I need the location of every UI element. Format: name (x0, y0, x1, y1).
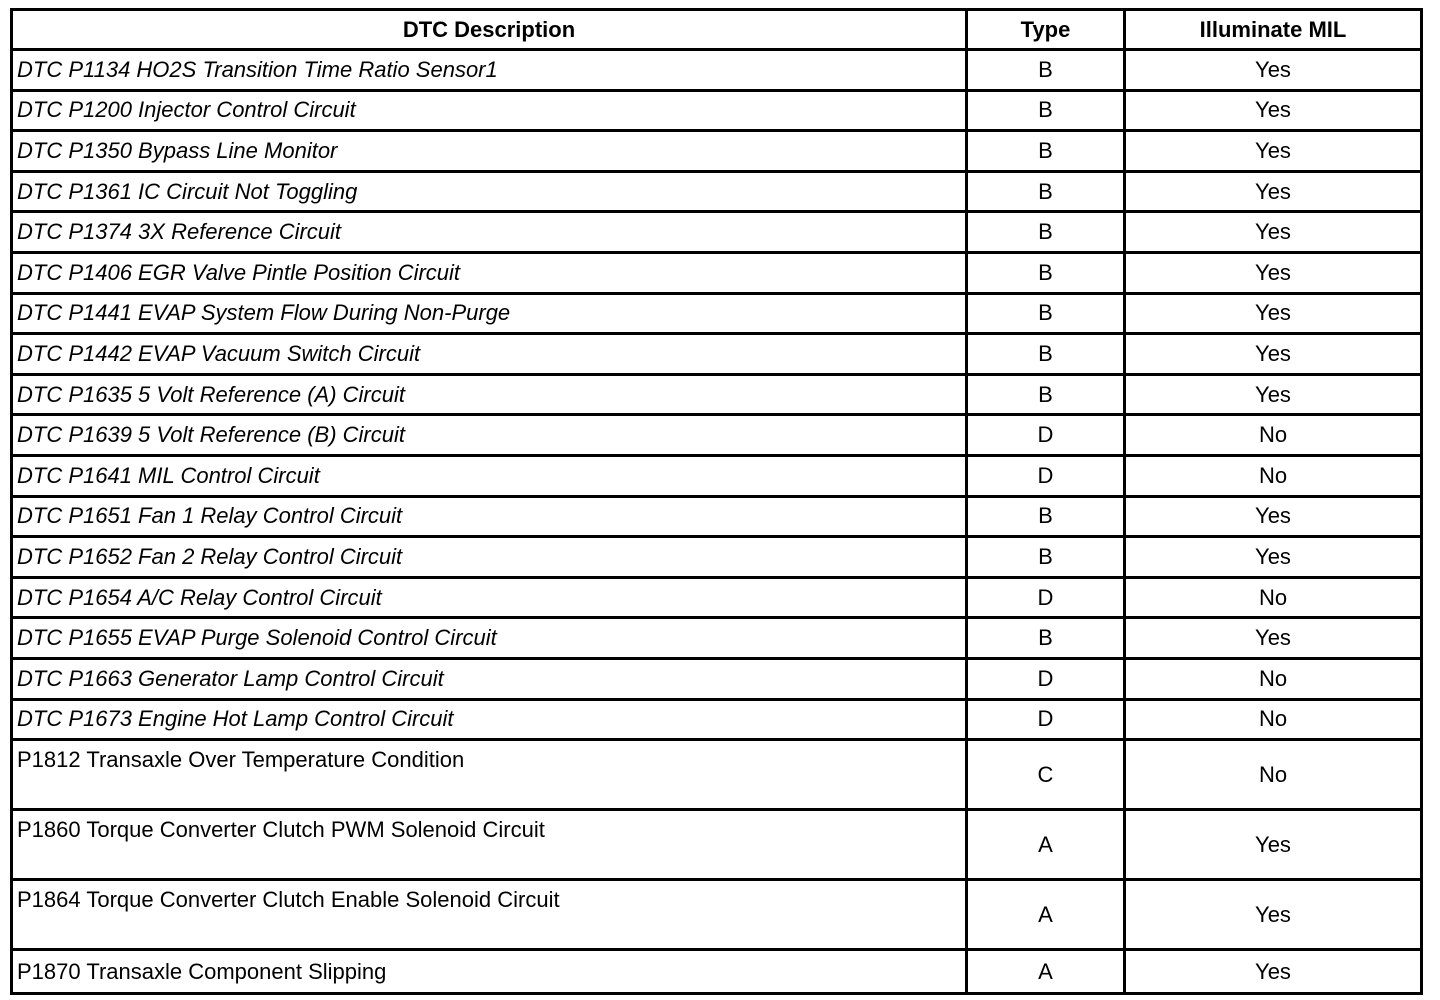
cell-dtc-description: DTC P1641 MIL Control Circuit (12, 455, 967, 496)
cell-illuminate-mil: Yes (1125, 90, 1422, 131)
cell-type: B (967, 50, 1125, 91)
table-row (12, 618, 1422, 659)
cell-dtc-description: DTC P1441 EVAP System Flow During Non-Purge (12, 293, 967, 334)
cell-type: B (967, 252, 1125, 293)
cell-type: D (967, 577, 1125, 618)
cell-dtc-description: P1864 Torque Converter Clutch Enable Solenoid Circuit (12, 880, 967, 950)
cell-type: D (967, 455, 1125, 496)
cell-type: C (967, 740, 1125, 810)
table-body (12, 50, 1422, 994)
cell-illuminate-mil: Yes (1125, 810, 1422, 880)
cell-dtc-description: DTC P1663 Generator Lamp Control Circuit (12, 658, 967, 699)
cell-type: B (967, 496, 1125, 537)
table-row (12, 577, 1422, 618)
cell-type: A (967, 880, 1125, 950)
cell-type: B (967, 334, 1125, 375)
cell-type: B (967, 293, 1125, 334)
table-row (12, 334, 1422, 375)
cell-type: D (967, 415, 1125, 456)
cell-illuminate-mil: Yes (1125, 131, 1422, 172)
table-row (12, 131, 1422, 172)
cell-type: B (967, 212, 1125, 253)
cell-dtc-description: DTC P1655 EVAP Purge Solenoid Control Circuit (12, 618, 967, 659)
table-row (12, 658, 1422, 699)
cell-illuminate-mil: Yes (1125, 293, 1422, 334)
cell-illuminate-mil: Yes (1125, 880, 1422, 950)
cell-illuminate-mil: Yes (1125, 334, 1422, 375)
table-row (12, 740, 1422, 810)
cell-type: B (967, 131, 1125, 172)
table-row (12, 252, 1422, 293)
cell-type: B (967, 90, 1125, 131)
table-row (12, 950, 1422, 994)
cell-illuminate-mil: Yes (1125, 212, 1422, 253)
table-row (12, 212, 1422, 253)
cell-illuminate-mil: Yes (1125, 252, 1422, 293)
cell-dtc-description: P1812 Transaxle Over Temperature Condition (12, 740, 967, 810)
table-row (12, 810, 1422, 880)
cell-illuminate-mil: Yes (1125, 537, 1422, 578)
cell-illuminate-mil: Yes (1125, 950, 1422, 994)
cell-illuminate-mil: Yes (1125, 171, 1422, 212)
table-row (12, 415, 1422, 456)
cell-type: B (967, 171, 1125, 212)
cell-illuminate-mil: No (1125, 699, 1422, 740)
cell-dtc-description: DTC P1673 Engine Hot Lamp Control Circuit (12, 699, 967, 740)
cell-dtc-description: DTC P1134 HO2S Transition Time Ratio Sensor1 (12, 50, 967, 91)
cell-dtc-description: DTC P1406 EGR Valve Pintle Position Circuit (12, 252, 967, 293)
cell-illuminate-mil: Yes (1125, 618, 1422, 659)
header-type: Type (967, 10, 1125, 50)
cell-illuminate-mil: No (1125, 740, 1422, 810)
cell-dtc-description: DTC P1635 5 Volt Reference (A) Circuit (12, 374, 967, 415)
cell-dtc-description: DTC P1652 Fan 2 Relay Control Circuit (12, 537, 967, 578)
table-row (12, 171, 1422, 212)
table-row (12, 50, 1422, 91)
cell-dtc-description: DTC P1361 IC Circuit Not Toggling (12, 171, 967, 212)
cell-illuminate-mil: Yes (1125, 374, 1422, 415)
cell-dtc-description: DTC P1654 A/C Relay Control Circuit (12, 577, 967, 618)
cell-dtc-description: DTC P1639 5 Volt Reference (B) Circuit (12, 415, 967, 456)
cell-dtc-description: DTC P1651 Fan 1 Relay Control Circuit (12, 496, 967, 537)
cell-dtc-description: DTC P1350 Bypass Line Monitor (12, 131, 967, 172)
dtc-table (10, 8, 1423, 995)
cell-type: B (967, 618, 1125, 659)
header-illuminate-mil: Illuminate MIL (1125, 10, 1422, 50)
cell-dtc-description: DTC P1200 Injector Control Circuit (12, 90, 967, 131)
cell-type: B (967, 537, 1125, 578)
cell-illuminate-mil: No (1125, 577, 1422, 618)
cell-illuminate-mil: No (1125, 658, 1422, 699)
cell-dtc-description: P1860 Torque Converter Clutch PWM Solenoid Circuit (12, 810, 967, 880)
table-row (12, 374, 1422, 415)
table-row (12, 293, 1422, 334)
table-row (12, 537, 1422, 578)
cell-illuminate-mil: Yes (1125, 496, 1422, 537)
cell-illuminate-mil: No (1125, 455, 1422, 496)
header-dtc-description: DTC Description (12, 10, 967, 50)
cell-type: D (967, 699, 1125, 740)
cell-illuminate-mil: Yes (1125, 50, 1422, 91)
table-header-row (12, 10, 1422, 50)
cell-type: A (967, 810, 1125, 880)
cell-illuminate-mil: No (1125, 415, 1422, 456)
table-row (12, 880, 1422, 950)
table-row (12, 496, 1422, 537)
table-row (12, 455, 1422, 496)
cell-dtc-description: DTC P1374 3X Reference Circuit (12, 212, 967, 253)
cell-type: A (967, 950, 1125, 994)
cell-dtc-description: P1870 Transaxle Component Slipping (12, 950, 967, 994)
cell-dtc-description: DTC P1442 EVAP Vacuum Switch Circuit (12, 334, 967, 375)
table-row (12, 90, 1422, 131)
table-row (12, 699, 1422, 740)
cell-type: D (967, 658, 1125, 699)
cell-type: B (967, 374, 1125, 415)
